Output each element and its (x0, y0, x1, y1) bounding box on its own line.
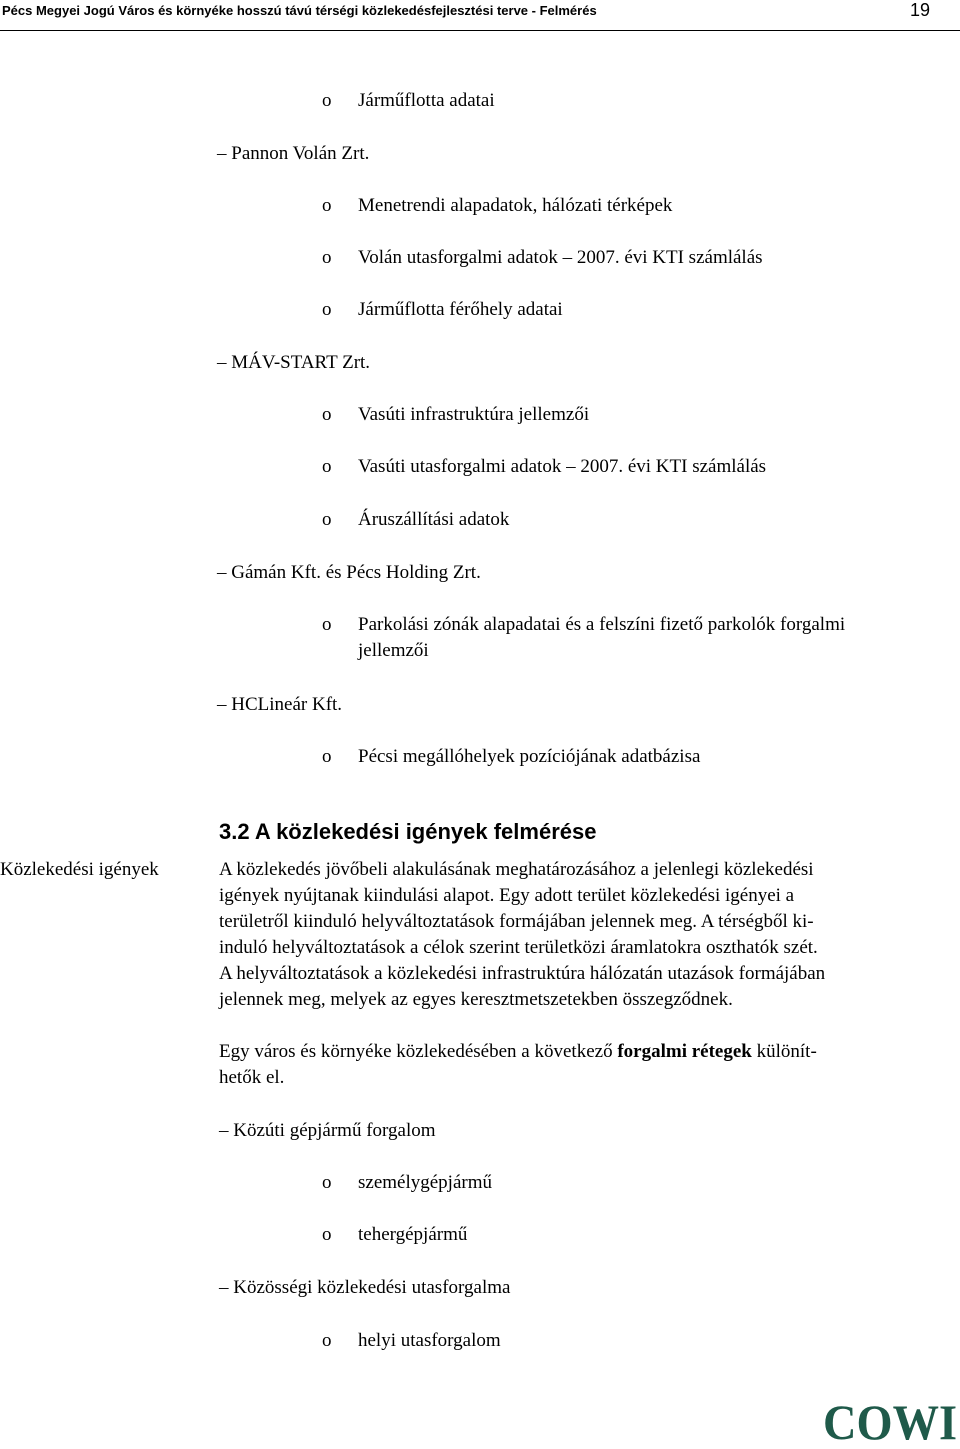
paragraph-line: A helyváltoztatások a közlekedési infrastruktúra hálózatán utazások formájában (219, 963, 826, 984)
logo-text: COWI (823, 1397, 957, 1442)
list-group-pannon (217, 141, 369, 167)
paragraph-text: Egy város és környéke közlekedésében a következő (219, 1041, 618, 1062)
paragraph-line: igények nyújtanak kiindulási alapot. Egy adott terület közlekedési igényei a (219, 885, 795, 906)
paragraph-line: jelennek meg, melyek az egyes keresztmetszetekben összegződnek. (219, 989, 733, 1010)
list-bullet: o (322, 509, 332, 530)
layer-helyi: helyi utasforgalom (358, 1330, 501, 1351)
page-number: 19 (909, 0, 930, 20)
list-item-parkolasi-line2: jellemzői (358, 640, 429, 661)
list-group-mav (217, 350, 370, 376)
list-item-vasuti-utasforgalmi: Vasúti utasforgalmi adatok – 2007. évi KTI számlálás (358, 456, 767, 477)
paragraph-line (219, 1039, 931, 1065)
list-bullet: o (322, 90, 332, 111)
list-group-label: Közúti gépjármű forgalom (233, 1120, 436, 1141)
list-item-ferohely: Járműflotta férőhely adatai (358, 299, 563, 320)
list-dash: – (217, 694, 227, 715)
list-group-hclinear (217, 692, 342, 718)
list-bullet: o (322, 1224, 332, 1245)
list-item-menetrendi: Menetrendi alapadatok, hálózati térképek (358, 195, 673, 216)
list-bullet: o (322, 456, 332, 477)
list-bullet: o (322, 299, 332, 320)
list-bullet: o (322, 404, 332, 425)
paragraph-1 (219, 857, 931, 1013)
paragraph-line: területről kiinduló helyváltoztatások formájában jelennek meg. A térségből ki- (219, 911, 814, 932)
list-item-vasuti-infra: Vasúti infrastruktúra jellemzői (358, 404, 590, 425)
list-bullet: o (322, 614, 332, 635)
layer-szemely: személygépjármű (358, 1172, 493, 1193)
bold-term: forgalmi rétegek (617, 1041, 752, 1062)
list-item-parkolasi-line1: Parkolási zónák alapadatai és a felszíni fizető parkolók forgalmi (358, 614, 846, 635)
list-item-megallohelyek: Pécsi megállóhelyek pozíciójának adatbázisa (358, 746, 701, 767)
list-dash: – (217, 352, 227, 373)
paragraph-line: hetők el. (219, 1067, 285, 1088)
paragraph-line: A közlekedés jövőbeli alakulásának meghatározásához a jelenlegi közlekedési (219, 859, 814, 880)
list-item-aruszallitasi: Áruszállítási adatok (358, 509, 510, 530)
paragraph-2 (219, 1039, 931, 1091)
list-group-label: MÁV-START Zrt. (231, 352, 371, 373)
paragraph-text: különít- (751, 1041, 817, 1062)
section-heading: 3.2 A közlekedési igények felmérése (219, 819, 597, 844)
list-group-label: Pannon Volán Zrt. (231, 143, 370, 164)
list-item-volan-utasforgalmi: Volán utasforgalmi adatok – 2007. évi KTI számlálás (358, 247, 763, 268)
list-dash: – (217, 143, 227, 164)
list-bullet: o (322, 195, 332, 216)
list-bullet: o (322, 1172, 332, 1193)
list-item-jarmuflotta: Járműflotta adatai (358, 90, 495, 111)
list-group-gaman (217, 560, 481, 586)
list-dash: – (217, 562, 227, 583)
list-bullet: o (322, 746, 332, 767)
list-group-label: Közösségi közlekedési utasforgalma (233, 1277, 511, 1298)
list-dash: – (219, 1277, 229, 1298)
layer-teher: tehergépjármű (358, 1224, 468, 1245)
list-group-label: HCLineár Kft. (231, 694, 343, 715)
margin-note: Közlekedési igények (0, 859, 159, 880)
list-bullet: o (322, 1330, 332, 1351)
layer-kozossegi (219, 1275, 510, 1301)
paragraph-line: induló helyváltoztatások a célok szerint területközi áramlatokra oszthatók szét. (219, 937, 818, 958)
list-group-label: Gámán Kft. és Pécs Holding Zrt. (231, 562, 481, 583)
layer-kozuti (219, 1118, 436, 1144)
cowi-logo (823, 1397, 958, 1442)
list-dash: – (219, 1120, 229, 1141)
document-title: Pécs Megyei Jogú Város és környéke hosszú távú térségi közlekedésfejlesztési terve - Felmérés (2, 3, 597, 18)
page-header (0, 0, 960, 31)
list-bullet: o (322, 247, 332, 268)
